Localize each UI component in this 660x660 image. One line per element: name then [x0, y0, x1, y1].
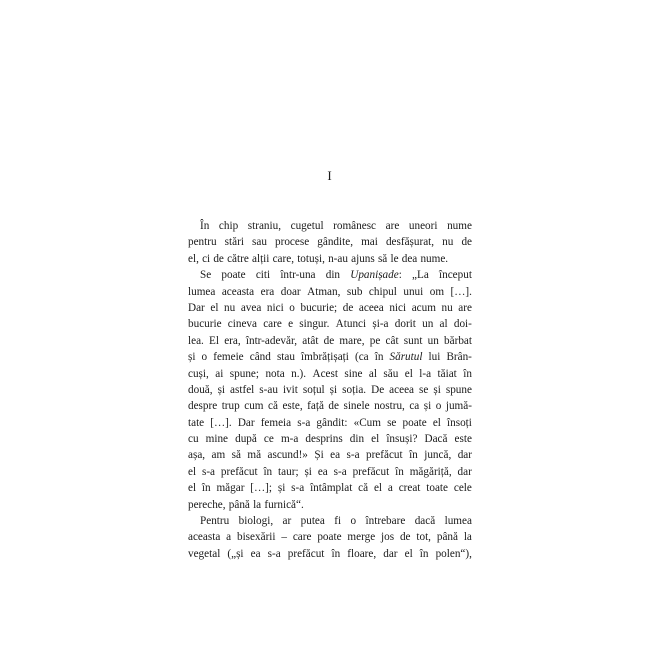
word: într-adevăr,	[245, 334, 298, 347]
word: cugetul	[290, 220, 324, 232]
word: cum	[244, 400, 264, 413]
word: până	[228, 498, 250, 511]
word: taur;	[278, 465, 299, 478]
word: Sărutul	[389, 351, 423, 364]
word: s-a	[333, 465, 347, 478]
word: în	[331, 547, 341, 560]
word: gândit:	[316, 416, 348, 429]
paragraph	[188, 513, 472, 562]
word: n-au	[328, 252, 348, 265]
word: bucurie	[188, 318, 222, 331]
word: un	[422, 318, 434, 331]
text-line	[188, 284, 472, 300]
word: Upanișade:	[350, 269, 402, 282]
word: ascund!»	[267, 449, 308, 462]
word: din	[349, 433, 365, 446]
word: fi	[334, 515, 342, 528]
word: nota	[265, 367, 285, 380]
word: gândite,	[317, 236, 353, 249]
word: în	[374, 351, 384, 364]
word: întrebare	[365, 515, 406, 528]
word: procese	[275, 236, 310, 249]
word: o	[201, 351, 208, 364]
word: am	[211, 449, 226, 462]
word: biologi,	[238, 515, 274, 528]
word: pentru	[188, 236, 217, 249]
word: la	[253, 498, 262, 511]
word: Dar	[237, 416, 255, 429]
word: poate	[402, 416, 427, 429]
word: de	[328, 400, 339, 413]
word: bărbat	[444, 334, 472, 347]
word: chipul	[368, 285, 397, 298]
word: el	[188, 482, 197, 495]
word: le	[390, 252, 399, 265]
word: însuși?	[386, 433, 418, 446]
word: Dacă	[424, 433, 448, 446]
word: are	[458, 301, 472, 314]
word: două,	[188, 383, 213, 396]
word: pe	[369, 334, 381, 347]
word: și	[433, 383, 441, 396]
word: a	[226, 531, 232, 544]
word: aceea	[358, 301, 384, 314]
word: până	[436, 531, 458, 544]
word: se	[419, 383, 429, 396]
word: de	[342, 301, 354, 314]
word: era,	[224, 334, 241, 347]
word: care	[263, 318, 282, 331]
word: mare,	[339, 334, 365, 347]
word: este	[454, 433, 472, 446]
word: nume	[447, 220, 472, 232]
word: bucurie;	[300, 301, 338, 314]
word: așa,	[188, 449, 206, 462]
word: atât	[302, 334, 319, 347]
word: De	[371, 383, 385, 396]
word: aceasta	[221, 285, 255, 298]
word: stau	[276, 351, 295, 364]
word: Brân-	[446, 351, 472, 364]
body-text	[188, 218, 472, 562]
word: el	[404, 367, 413, 380]
word: poate	[221, 269, 246, 282]
word: tot,	[416, 531, 431, 544]
word: sinele	[343, 400, 370, 413]
word: El	[209, 334, 219, 347]
word: dar	[383, 547, 398, 560]
text-line	[188, 382, 472, 398]
text-line	[188, 333, 472, 349]
word: în	[201, 482, 211, 495]
word: femeie	[213, 351, 244, 364]
text-line	[188, 431, 472, 447]
word: în	[463, 367, 472, 380]
word: ea	[330, 449, 341, 462]
word: singur.	[299, 318, 330, 331]
word: și	[217, 383, 226, 396]
word: dorit	[394, 318, 416, 331]
word: În	[200, 220, 210, 232]
word: și	[188, 351, 196, 364]
word: desprins	[305, 433, 343, 446]
word: dacă	[414, 515, 436, 528]
word: ea	[317, 465, 328, 478]
paragraph	[188, 218, 472, 267]
word: în	[419, 547, 429, 560]
word: și	[277, 482, 286, 495]
word: el	[188, 465, 197, 478]
word: „La	[412, 269, 429, 282]
word: („și	[227, 547, 244, 560]
word: n.).	[291, 367, 307, 380]
word: –	[281, 531, 287, 544]
word: jumă-	[445, 400, 472, 413]
text-line	[188, 316, 472, 332]
word: său	[383, 367, 399, 380]
word: și-a	[372, 318, 389, 331]
word: floare,	[347, 547, 377, 560]
text-line	[188, 497, 472, 513]
word: prefăcut	[287, 547, 325, 560]
word: creat	[398, 482, 421, 495]
word: l-a	[419, 367, 432, 380]
word: ea	[250, 547, 261, 560]
text-line	[188, 234, 472, 250]
word: poate	[317, 531, 342, 544]
word: să	[231, 449, 241, 462]
word: vegetal	[188, 547, 221, 560]
word: un	[427, 334, 439, 347]
word: a	[387, 482, 393, 495]
word: dea	[401, 252, 418, 265]
word: astfel	[230, 383, 255, 396]
word: ci	[202, 252, 211, 265]
word: Atman,	[307, 285, 341, 298]
word: că	[358, 482, 369, 495]
word: ar	[282, 515, 292, 528]
word: cineva	[227, 318, 257, 331]
word: lui	[428, 351, 441, 364]
word: polen“),	[435, 547, 472, 560]
word: cu	[188, 433, 199, 446]
word: Pentru	[200, 515, 230, 528]
word: bisexării	[236, 531, 276, 544]
text-line	[188, 529, 472, 545]
word: sine	[344, 367, 363, 380]
word: merge	[347, 531, 376, 544]
word: straniu,	[247, 220, 282, 232]
word: dar	[457, 465, 472, 478]
word: întâmplat	[310, 482, 353, 495]
word: soția.	[342, 383, 367, 396]
word: el,	[188, 252, 199, 265]
word: de	[323, 334, 335, 347]
word: la	[463, 531, 472, 544]
word: Dar	[188, 301, 205, 314]
word: într-una	[280, 269, 316, 282]
word: m-a	[280, 433, 299, 446]
word: și	[304, 465, 312, 478]
word: are	[385, 220, 400, 232]
paragraph	[188, 267, 472, 513]
word: o	[289, 301, 295, 314]
word: desfășurat,	[385, 236, 435, 249]
word: când	[249, 351, 271, 364]
text-line	[188, 366, 472, 382]
word: doar	[280, 285, 301, 298]
text-line	[188, 546, 472, 562]
word: s-a	[346, 449, 360, 462]
text-line	[188, 415, 472, 431]
word: românesc	[333, 220, 377, 232]
word: mai	[361, 236, 378, 249]
word: alții	[252, 252, 270, 265]
word: chip	[218, 220, 239, 232]
word: Atunci	[335, 318, 367, 331]
word: ajuns	[351, 252, 375, 265]
word: măgăriță,	[409, 465, 452, 478]
word: nu	[441, 301, 453, 314]
word: început	[439, 269, 472, 282]
word: mine	[205, 433, 229, 446]
word: Și	[314, 449, 324, 462]
word: el	[373, 482, 383, 495]
text-line	[188, 251, 472, 267]
word: prefăcut	[352, 465, 390, 478]
word: (ca	[354, 351, 369, 364]
word: Se	[200, 269, 212, 282]
chapter-number: I	[327, 168, 333, 183]
word: Acest	[312, 367, 338, 380]
word: om	[429, 285, 445, 298]
word: «Cum	[353, 416, 381, 429]
text-line	[188, 267, 472, 283]
word: jos	[381, 531, 395, 544]
word: ca	[409, 400, 420, 413]
word: soțul	[302, 383, 325, 396]
word: în	[263, 465, 273, 478]
word: doi-	[453, 318, 472, 331]
word: unui	[403, 285, 424, 298]
text-line	[188, 513, 472, 529]
word: față	[307, 400, 324, 413]
word: măgar	[216, 482, 245, 495]
word: dar	[457, 449, 472, 462]
word: nume.	[420, 252, 449, 265]
word: nu	[224, 301, 236, 314]
text-line	[188, 398, 472, 414]
word: tăiat	[437, 367, 457, 380]
word: nici	[389, 301, 407, 314]
word: cele	[453, 482, 472, 495]
word: către	[227, 252, 249, 265]
word: ai	[215, 367, 224, 380]
word: nostru,	[374, 400, 405, 413]
word: ce	[263, 433, 274, 446]
word: mă	[247, 449, 262, 462]
word: care	[292, 531, 312, 544]
text-line	[188, 349, 472, 365]
word: după	[235, 433, 257, 446]
word: toate	[426, 482, 449, 495]
word: cuși,	[188, 367, 209, 380]
word: avea	[240, 301, 262, 314]
word: acum	[411, 301, 436, 314]
word: e	[288, 318, 294, 331]
word: lumea	[444, 515, 472, 528]
word: și	[423, 400, 432, 413]
word: prefăcut	[365, 449, 403, 462]
word: stări	[224, 236, 244, 249]
word: lea.	[188, 334, 204, 347]
word: al	[439, 318, 448, 331]
word: tate	[188, 416, 205, 429]
word: sau	[252, 236, 267, 249]
word: se	[387, 416, 397, 429]
word: aceea	[389, 383, 414, 396]
word: citi	[255, 269, 271, 282]
word: aceasta	[188, 531, 221, 544]
word: trup	[221, 400, 240, 413]
word: cât	[385, 334, 399, 347]
word: o	[350, 515, 357, 528]
word: pereche,	[188, 498, 226, 511]
word: prefăcut	[220, 465, 258, 478]
word: este,	[282, 400, 303, 413]
word: din	[325, 269, 341, 282]
word: […].	[450, 285, 472, 298]
word: el	[371, 433, 380, 446]
word: […];	[250, 482, 273, 495]
word: s-a	[291, 482, 305, 495]
word: că	[268, 400, 278, 413]
word: el	[210, 301, 219, 314]
word: s-au	[259, 383, 278, 396]
text-line	[188, 218, 472, 234]
word: putea	[300, 515, 325, 528]
word: lumea	[188, 285, 216, 298]
word: s-a	[267, 547, 281, 560]
word: totuși,	[297, 252, 325, 265]
word: nu	[442, 236, 454, 249]
word: o	[435, 400, 442, 413]
word: spune;	[229, 367, 259, 380]
word: […].	[210, 416, 232, 429]
word: el	[432, 416, 441, 429]
word: al	[368, 367, 377, 380]
word: de	[461, 236, 472, 249]
word: uneori	[408, 220, 438, 232]
word: de	[213, 252, 224, 265]
text-line	[188, 300, 472, 316]
text-line	[188, 447, 472, 463]
word: care,	[272, 252, 295, 265]
word: sunt	[403, 334, 423, 347]
word: despre	[188, 400, 218, 413]
word: să	[377, 252, 388, 265]
word: femeia	[260, 416, 292, 429]
word: sub	[346, 285, 363, 298]
word: era	[260, 285, 275, 298]
word: ivit	[282, 383, 298, 396]
word: de	[399, 531, 411, 544]
word: nici	[266, 301, 284, 314]
word: juncă,	[424, 449, 452, 462]
word: și	[329, 383, 338, 396]
punctuation: :	[398, 269, 402, 282]
text-line	[188, 480, 472, 496]
word: în	[395, 465, 404, 478]
word: spune	[445, 383, 472, 396]
text-line	[188, 464, 472, 480]
word: s-a	[297, 416, 311, 429]
word: furnică“.	[264, 498, 304, 511]
word: s-a	[201, 465, 216, 478]
word: însoți	[447, 416, 472, 429]
word: în	[409, 449, 418, 462]
word: el	[404, 547, 413, 560]
word: îmbrățișați	[301, 351, 349, 364]
